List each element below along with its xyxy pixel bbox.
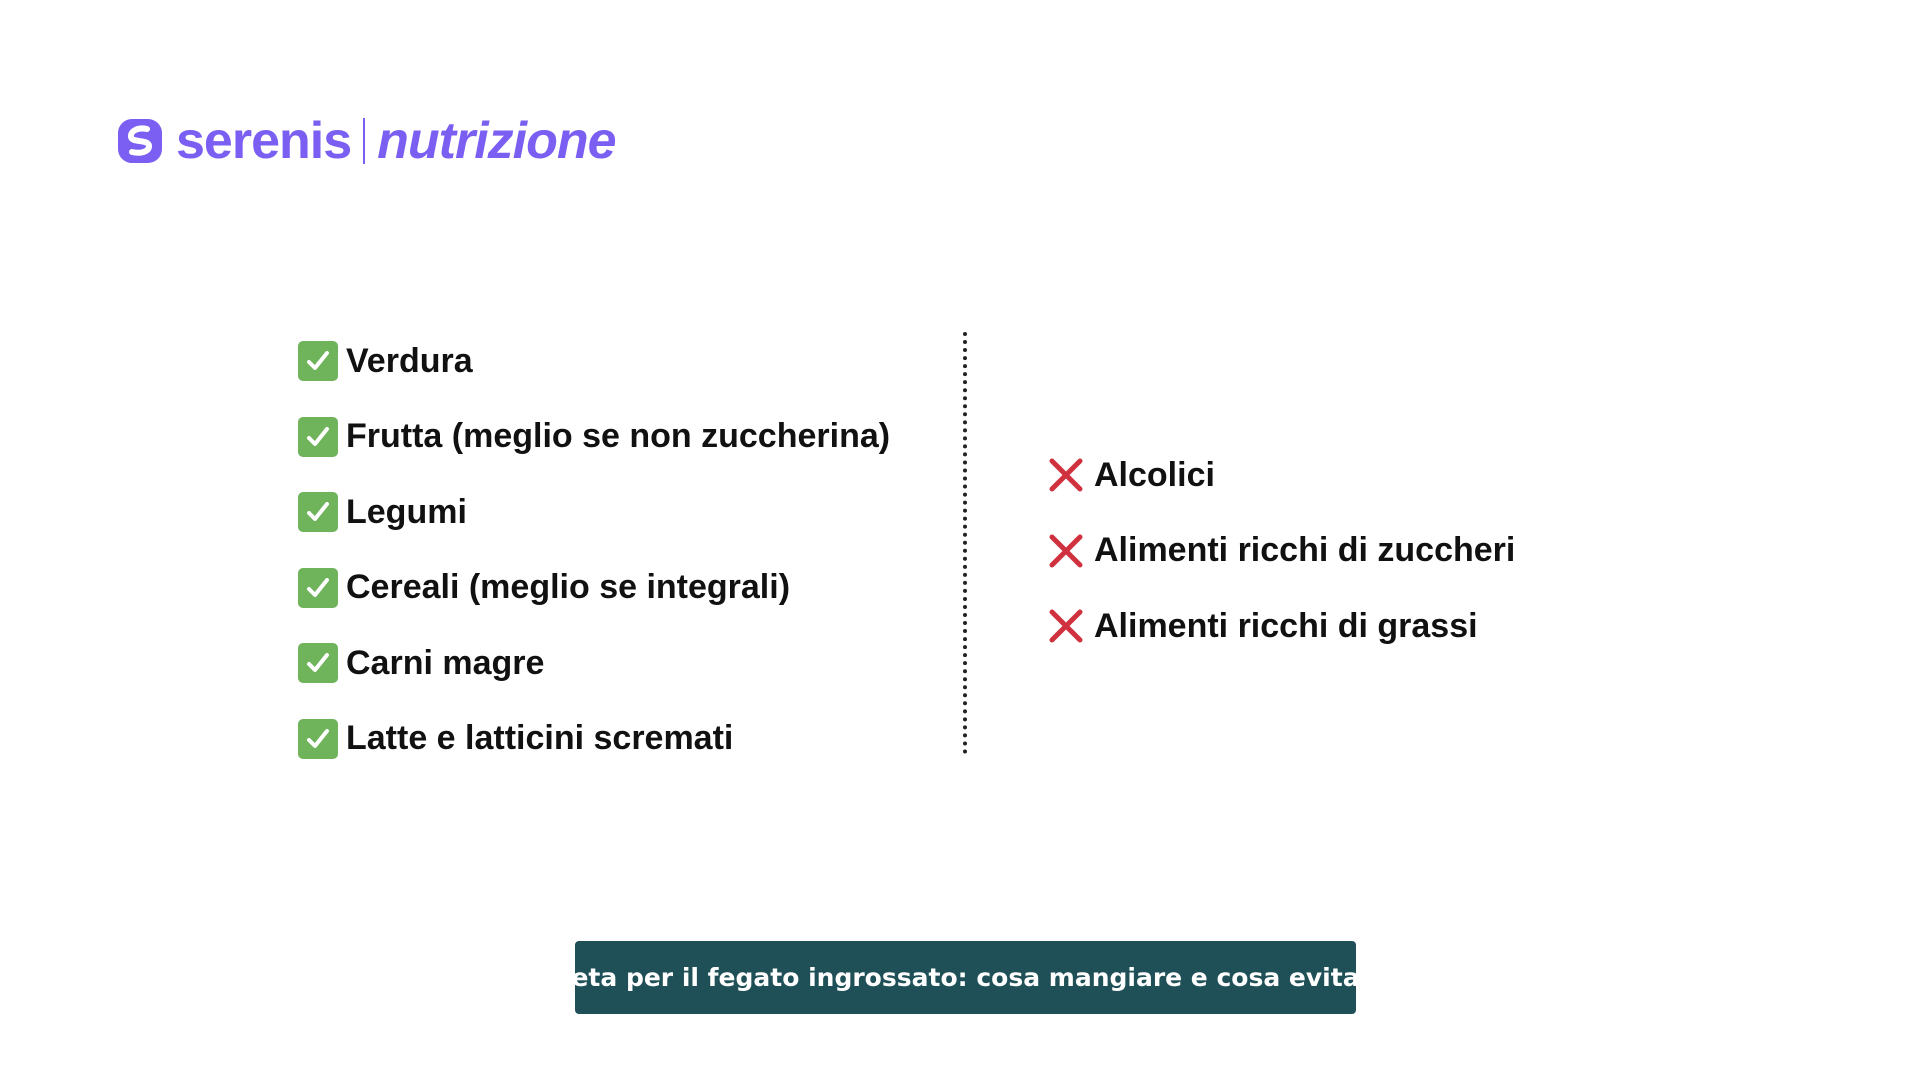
item-label: Alcolici	[1094, 455, 1215, 494]
item-label: Alimenti ricchi di zuccheri	[1094, 531, 1516, 569]
item-label: Verdura	[346, 341, 473, 380]
green-check-icon	[298, 568, 338, 608]
green-check-icon	[298, 492, 338, 532]
green-check-icon	[298, 643, 338, 683]
green-check-icon	[298, 719, 338, 759]
brand-name: serenis	[176, 112, 352, 170]
list-item	[1046, 522, 1515, 580]
green-check-icon	[298, 341, 338, 381]
list-item	[1046, 597, 1515, 655]
serenis-s-logo-icon	[116, 117, 164, 165]
caption-text: Dieta per il fegato ingrossato: cosa mangiare e cosa evitare	[542, 963, 1389, 992]
item-label: Carni magre	[346, 643, 545, 682]
item-label: Frutta (meglio se non zuccherina)	[346, 417, 891, 455]
list-item	[298, 559, 890, 617]
list-item	[298, 710, 890, 768]
logo-separator	[363, 118, 365, 164]
item-label: Alimenti ricchi di grassi	[1094, 606, 1478, 645]
caption-banner	[542, 941, 1389, 1014]
list-item	[298, 483, 890, 541]
list-item	[298, 408, 890, 466]
list-item	[298, 332, 890, 390]
list-item	[1046, 446, 1515, 504]
green-check-icon	[298, 417, 338, 457]
brand-logo	[116, 112, 616, 170]
item-label: Latte e latticini scremati	[346, 719, 734, 757]
foods-to-eat-list	[298, 332, 890, 785]
item-label: Legumi	[346, 492, 467, 531]
red-cross-icon	[1046, 455, 1086, 495]
item-label: Cereali (meglio se integrali)	[346, 568, 791, 606]
red-cross-icon	[1046, 606, 1086, 646]
red-cross-icon	[1046, 531, 1086, 571]
dotted-divider	[963, 332, 967, 754]
list-item	[298, 634, 890, 692]
brand-section: nutrizione	[377, 112, 616, 170]
foods-to-avoid-list	[1046, 446, 1515, 673]
